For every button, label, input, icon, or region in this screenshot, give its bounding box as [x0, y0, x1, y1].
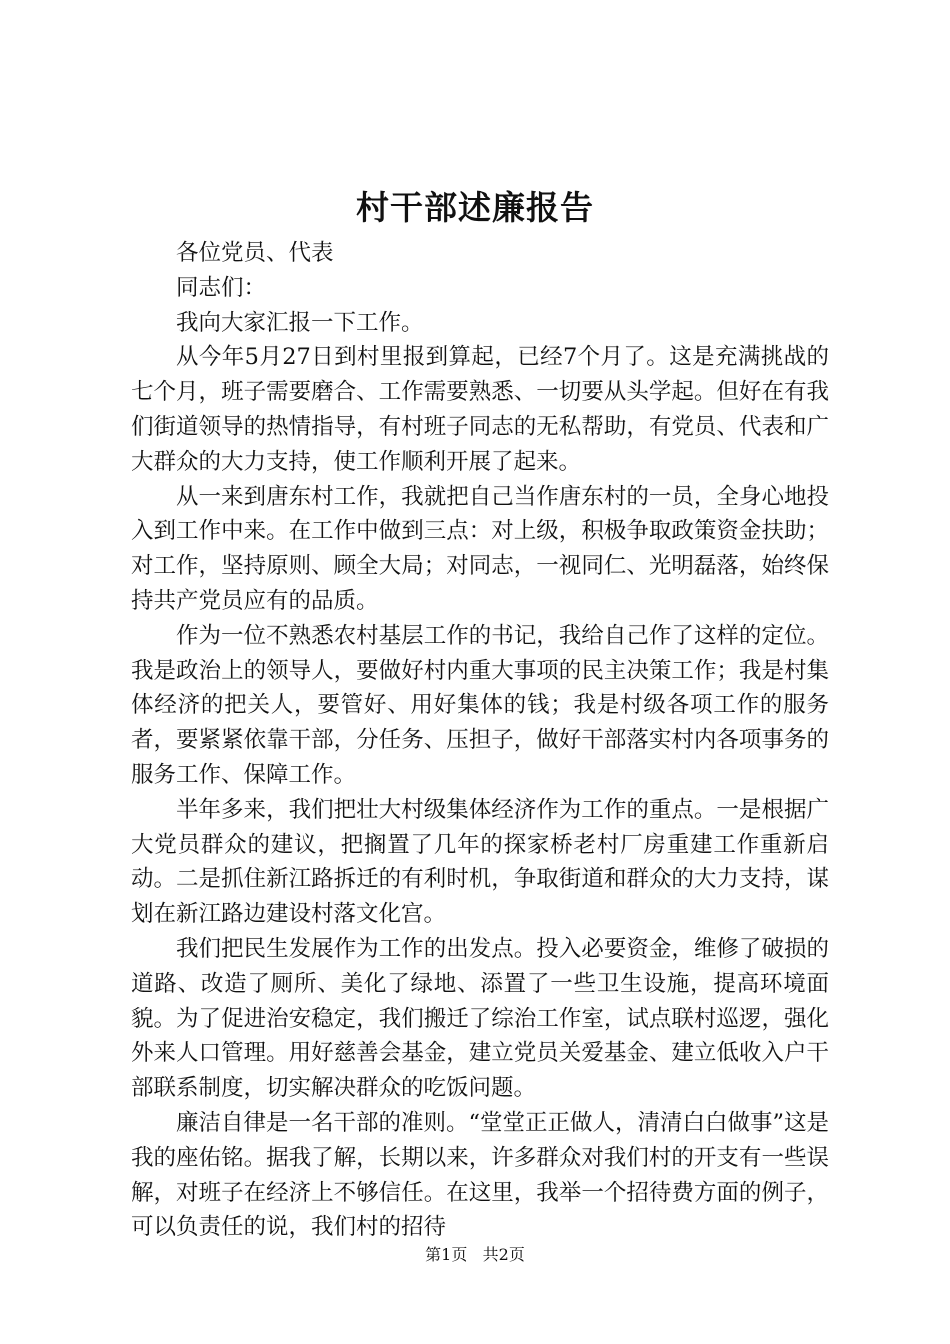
document-title: 村干部述廉报告 — [356, 188, 594, 227]
salutation-line: 各位党员、代表 — [176, 240, 334, 266]
document-body — [131, 236, 829, 1245]
body-paragraph: 廉洁自律是一名干部的准则。“堂堂正正做人，清清白白做事”这是我的座佑铭。据我了解，长期以来，许多群众对我们村的开支有一些误解，对班子在经济上不够信任。在这里，我举一个招待费方面的例子，可以负责任的说，我们村的招待 — [131, 1109, 830, 1241]
body-paragraph: 我向大家汇报一下工作。 — [176, 309, 424, 336]
page-number: 第1页 — [425, 1245, 468, 1264]
body-paragraph: 从今年5月27日到村里报到算起，已经7个月了。这是充满挑战的七个月，班子需要磨合、工作需要熟悉、一切要从头学起。但好在有我们街道领导的热情指导，有村班子同志的无私帮助，有党员、代表和广大群众的大力支持，使工作顺利开展了起来。 — [131, 344, 829, 475]
body-paragraph: 从一来到唐东村工作，我就把自己当作唐东村的一员，全身心地投入到工作中来。在工作中做到三点：对上级，积极争取政策资金扶助；对工作，坚持原则、顾全大局；对同志，一视同仁、光明磊落，始终保持共产党员应有的品质。 — [131, 483, 829, 614]
body-paragraph: 我们把民生发展作为工作的出发点。投入必要资金，维修了破损的道路、改造了厕所、美化了绿地、添置了一些卫生设施，提高环境面貌。为了促进治安稳定，我们搬迁了综治工作室，试点联村巡逻，强化外来人口管理。用好慈善会基金，建立党员关爱基金、建立低收入户干部联系制度，切实解决群众的吃饭问题。 — [131, 935, 829, 1102]
page-total: 共2页 — [482, 1245, 525, 1264]
salutation-line: 同志们： — [176, 274, 267, 301]
body-paragraph: 作为一位不熟悉农村基层工作的书记，我给自己作了这样的定位。我是政治上的领导人，要做好村内重大事项的民主决策工作；我是村集体经济的把关人，要管好、用好集体的钱；我是村级各项工作的服务者，要紧紧依靠干部，分任务、压担子，做好干部落实村内各项事务的服务工作、保障工作。 — [131, 622, 829, 788]
page-footer — [0, 1244, 950, 1266]
page-separator — [472, 1245, 477, 1264]
body-paragraph: 半年多来，我们把壮大村级集体经济作为工作的重点。一是根据广大党员群众的建议，把搁置了几年的探家桥老村厂房重建工作重新启动。二是抓住新江路拆迁的有利时机，争取街道和群众的大力支持，谋划在新江路边建设村落文化宫。 — [131, 796, 829, 928]
